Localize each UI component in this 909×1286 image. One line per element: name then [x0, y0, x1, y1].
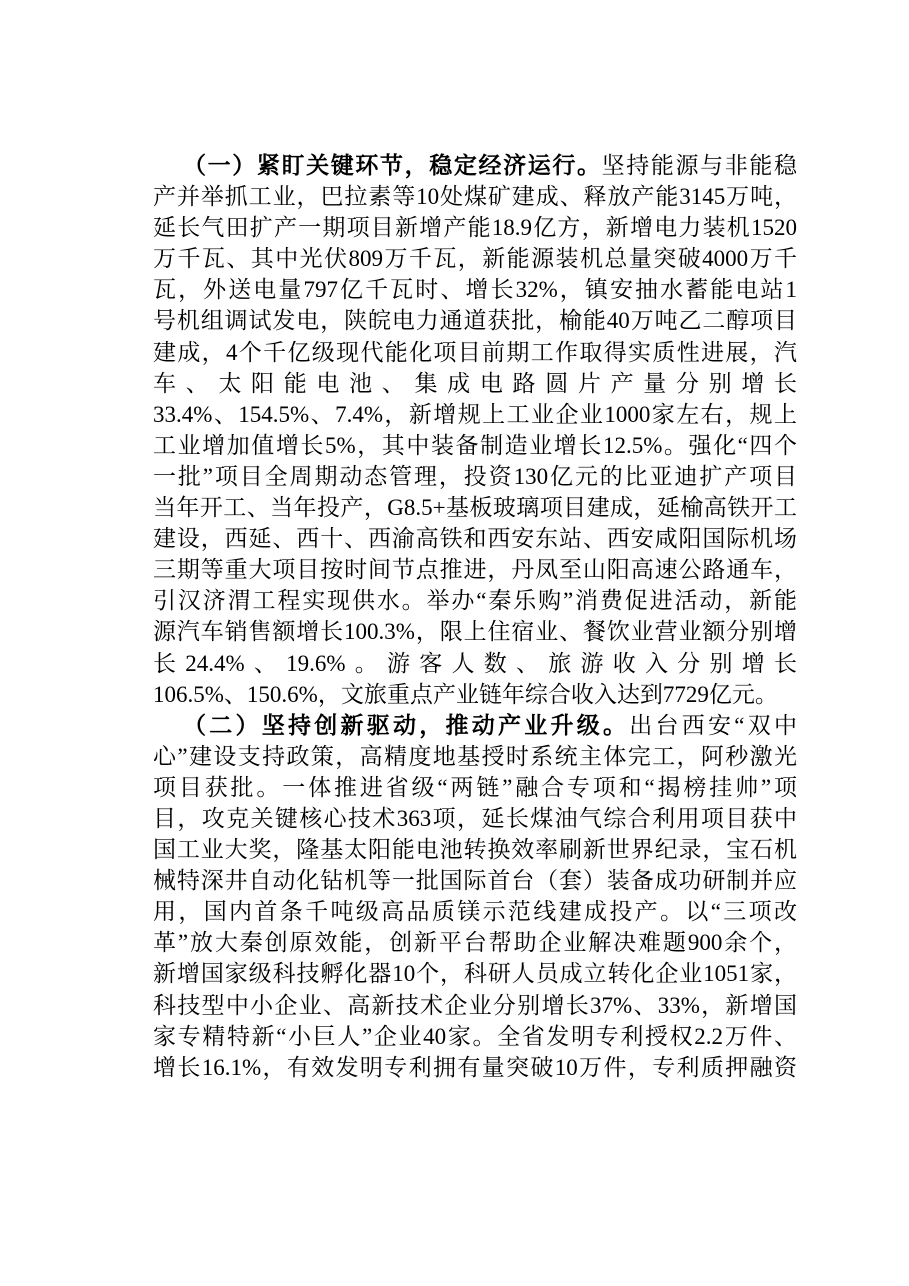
document-body: [153, 150, 797, 1083]
text-line: 革”放大秦创原效能，创新平台帮助企业解决难题900余个，: [153, 930, 797, 956]
text-line: 项目获批。一体推进省级“两链”融合专项和“揭榜挂帅”项: [153, 774, 797, 800]
section-heading: （二）坚持创新驱动，推动产业升级。: [183, 712, 630, 738]
text-line: 引汉济渭工程实现供水。举办“秦乐购”消费促进活动，新能: [153, 588, 797, 614]
text-line: 新增国家级科技孵化器10个，科研人员成立转化企业1051家，: [153, 961, 797, 987]
text-line: 家专精特新“小巨人”企业40家。全省发明专利授权2.2万件、: [153, 1023, 797, 1049]
text-line: 工业增加值增长5%，其中装备制造业增长12.5%。强化“四个: [153, 432, 797, 458]
text-line: [153, 150, 797, 181]
text-line: 车、太阳能电池、集成电路圆片产量分别增长: [153, 370, 797, 396]
text-line: 33.4%、154.5%、7.4%，新增规上工业企业1000家左右，规上: [153, 401, 797, 427]
text-line: 产并举抓工业，巴拉素等10处煤矿建成、释放产能3145万吨，: [153, 184, 797, 210]
text-line: 源汽车销售额增长100.3%，限上住宿业、餐饮业营业额分别增: [153, 619, 797, 645]
text-line: 106.5%、150.6%，文旅重点产业链年综合收入达到7729亿元。: [153, 681, 778, 707]
text-line: 万千瓦、其中光伏809万千瓦，新能源装机总量突破4000万千: [153, 246, 797, 272]
text-line: 科技型中小企业、高新技术企业分别增长37%、33%，新增国: [153, 992, 797, 1018]
text-line: 长24.4%、19.6%。游客人数、旅游收入分别增长: [153, 650, 797, 676]
text-line: 三期等重大项目按时间节点推进，丹凤至山阳高速公路通车，: [153, 557, 797, 583]
text-line: 增长16.1%，有效发明专利拥有量突破10万件，专利质押融资: [153, 1054, 797, 1080]
text-line: 建设，西延、西十、西渝高铁和西安东站、西安咸阳国际机场: [153, 526, 797, 552]
paragraph-2: [153, 710, 797, 1083]
text-line: 当年开工、当年投产，G8.5+基板玻璃项目建成，延榆高铁开工: [153, 495, 797, 521]
line-text: 出台西安“双中: [629, 712, 797, 738]
text-line: 用，国内首条千吨级高品质镁示范线建成投产。以“三项改: [153, 899, 797, 925]
text-line: 延长气田扩产一期项目新增产能18.9亿方，新增电力装机1520: [153, 215, 797, 241]
text-line: 目，攻克关键核心技术363项，延长煤油气综合利用项目获中: [153, 805, 797, 831]
text-line: 瓦，外送电量797亿千瓦时、增长32%，镇安抽水蓄能电站1: [153, 277, 797, 303]
text-line: 号机组调试发电，陕皖电力通道获批，榆能40万吨乙二醇项目: [153, 308, 797, 334]
section-heading: （一）紧盯关键环节，稳定经济运行。: [183, 153, 602, 178]
text-line: 心”建设支持政策，高精度地基授时系统主体完工，阿秒激光: [153, 743, 797, 769]
text-line: [153, 710, 797, 741]
line-text: 坚持能源与非能稳: [601, 153, 797, 178]
text-line: 一批”项目全周期动态管理，投资130亿元的比亚迪扩产项目: [153, 463, 797, 489]
paragraph-1: [153, 150, 797, 710]
text-line: 械特深井自动化钻机等一批国际首台（套）装备成功研制并应: [153, 868, 797, 894]
text-line: 国工业大奖，隆基太阳能电池转换效率刷新世界纪录，宝石机: [153, 837, 797, 863]
text-line: 建成，4个千亿级现代能化项目前期工作取得实质性进展，汽: [153, 339, 797, 365]
